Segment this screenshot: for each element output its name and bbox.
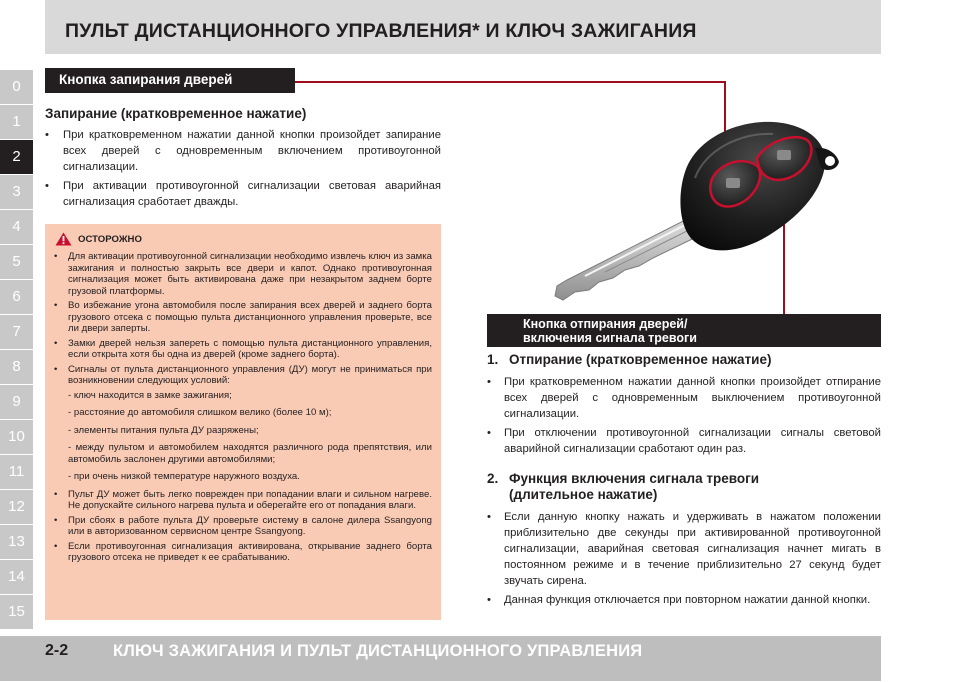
page-header	[45, 0, 881, 54]
callout-label-line-1: Кнопка отпирания дверей/	[523, 317, 688, 331]
panic-bullets	[487, 509, 881, 608]
page-footer	[0, 636, 881, 681]
chapter-tab-4[interactable]: 4	[0, 210, 33, 244]
warning-heading	[55, 232, 142, 246]
warning-subitem: - ключ находится в замке зажигания;	[68, 389, 232, 401]
chapter-index	[0, 70, 33, 630]
lock-subhead: Запирание (кратковременное нажатие)	[45, 106, 307, 121]
chapter-tab-8[interactable]: 8	[0, 350, 33, 384]
callout-line-lock-horizontal	[295, 81, 726, 83]
callout-label-unlock	[487, 314, 881, 347]
list-item: • При кратковременном нажатии данной кнопки произойдет отпирание всех дверей с одновременным выключением противоугонной сигнализации.	[487, 374, 881, 422]
chapter-tab-14[interactable]: 14	[0, 560, 33, 594]
lock-bullets	[45, 127, 441, 210]
warning-triangle-icon	[55, 232, 72, 246]
warning-item: • Во избежание угона автомобиля после запирания всех дверей и заднего борта грузового отсека с помощью пульта дистанционного управления проверьте, все ли двери заперты.	[54, 300, 432, 335]
chapter-tab-10[interactable]: 10	[0, 420, 33, 454]
unlock-bullets	[487, 374, 881, 457]
chapter-tab-11[interactable]: 11	[0, 455, 33, 489]
lock-description	[45, 106, 441, 213]
chapter-tab-7[interactable]: 7	[0, 315, 33, 349]
warning-item: • Сигналы от пульта дистанционного управления (ДУ) могут не приниматься при возникновении следующих условий:	[54, 364, 432, 387]
chapter-tab-0[interactable]: 0	[0, 70, 33, 104]
list-item: • При отключении противоугонной сигнализации сигналы световой аварийной сигнализации сработают один раз.	[487, 425, 881, 457]
subhead-number: 2.	[487, 471, 499, 486]
list-item: • Данная функция отключается при повторном нажатии данной кнопки.	[487, 592, 881, 608]
warning-item: • Если противоугонная сигнализация активирована, открывание заднего борта грузового отсека не приведет к ее срабатыванию.	[54, 541, 432, 564]
chapter-tab-15[interactable]: 15	[0, 595, 33, 629]
remote-key-illustration	[545, 112, 875, 312]
page-number: 2-2	[45, 642, 69, 659]
warning-item: • Пульт ДУ может быть легко поврежден при попадании влаги и сильном нагреве. Не допускайте сильного нагрева пульта и оберегайте его от попадания влаги.	[54, 489, 432, 512]
chapter-tab-12[interactable]: 12	[0, 490, 33, 524]
section-label-text: Кнопка запирания дверей	[59, 72, 233, 87]
warning-list	[54, 251, 432, 567]
chapter-tab-6[interactable]: 6	[0, 280, 33, 314]
chapter-tab-2[interactable]: 2	[0, 140, 33, 174]
warning-item: • При сбоях в работе пульта ДУ проверьте систему в салоне дилера Ssangyong или в авторизованном сервисном центре Ssangyong.	[54, 515, 432, 538]
chapter-tab-3[interactable]: 3	[0, 175, 33, 209]
section-label-lock	[45, 68, 295, 93]
subhead-number: 1.	[487, 352, 499, 367]
chapter-tab-13[interactable]: 13	[0, 525, 33, 559]
panic-subhead	[487, 471, 881, 503]
warning-box	[45, 224, 441, 620]
chapter-tab-9[interactable]: 9	[0, 385, 33, 419]
callout-label-line-2: включения сигнала тревоги	[523, 331, 697, 345]
warning-subitem: - при очень низкой температуре наружного воздуха.	[68, 471, 300, 482]
page-title: ПУЛЬТ ДИСТАНЦИОННОГО УПРАВЛЕНИЯ* И КЛЮЧ ЗАЖИГАНИЯ	[65, 20, 697, 42]
warning-item: • Для активации противоугонной сигнализации необходимо извлечь ключ из замка зажигания и полностью закрыть все двери и капот. Однако противоугонная сигнализация может быть активирована даже при незакрытом заднем борте грузовой платформы.	[54, 251, 432, 297]
list-item: • При активации противоугонной сигнализации световая аварийная сигнализация сработает дважды.	[45, 178, 441, 210]
list-item: • Если данную кнопку нажать и удерживать в нажатом положении приблизительно две секунды при активированной противоугонной сигнализации, аварийная световая сигнализация начнет мигать в постоянном режиме и в течение приблизительно 27 секунд будет звучать сирена.	[487, 509, 881, 589]
footer-chapter-title: КЛЮЧ ЗАЖИГАНИЯ И ПУЛЬТ ДИСТАНЦИОННОГО УПРАВЛЕНИЯ	[113, 642, 643, 660]
chapter-tab-5[interactable]: 5	[0, 245, 33, 279]
subhead-text: Функция включения сигнала тревоги (длительное нажатие)	[509, 471, 759, 502]
list-item: • При кратковременном нажатии данной кнопки произойдет запирание всех дверей с одновременным включением противоугонной сигнализации.	[45, 127, 441, 175]
warning-subitem: - между пультом и автомобилем находятся различного рода препятствия, или автомобиль заслонен другими автомобилями;	[68, 442, 432, 465]
unlock-description	[487, 352, 881, 611]
key-body	[680, 122, 839, 251]
warning-subitem: - элементы питания пульта ДУ разряжены;	[68, 424, 259, 436]
warning-subitem: - расстояние до автомобиля слишком велико (более 10 м);	[68, 407, 332, 418]
unlock-subhead	[487, 352, 881, 368]
subhead-text: Отпирание (кратковременное нажатие)	[509, 352, 772, 367]
warning-title: ОСТОРОЖНО	[78, 233, 142, 245]
warning-item: • Замки дверей нельзя запереть с помощью пульта дистанционного управления, если открыта хотя бы одна из дверей (кроме заднего борта).	[54, 338, 432, 361]
chapter-tab-1[interactable]: 1	[0, 105, 33, 139]
